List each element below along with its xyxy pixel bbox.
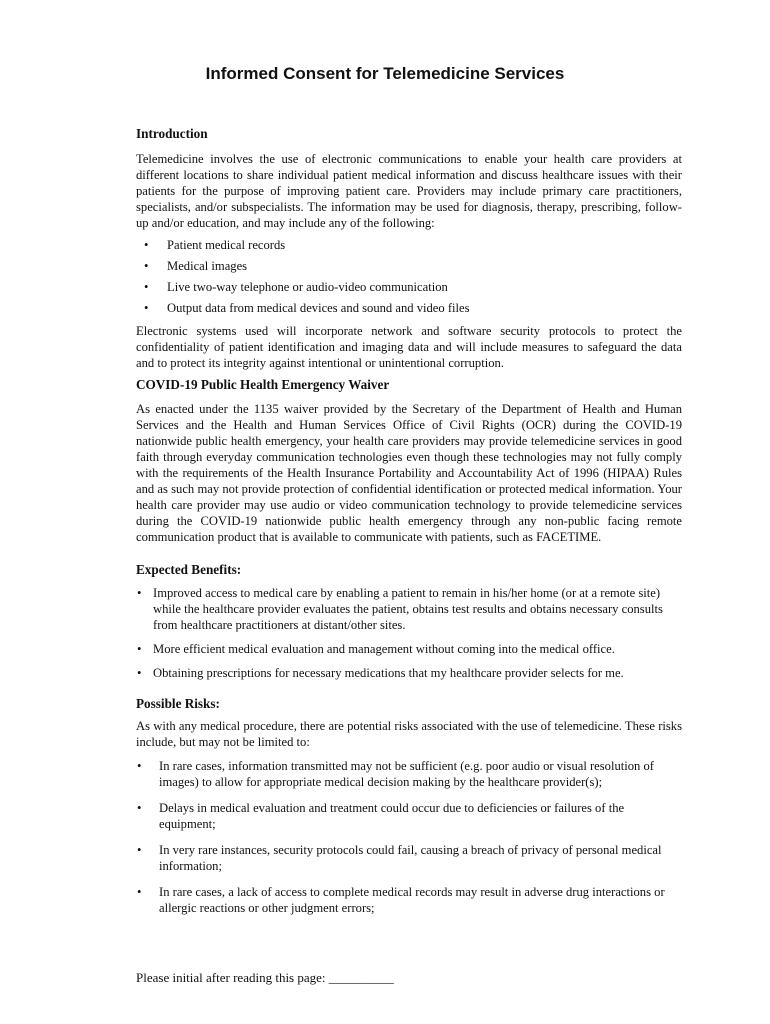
list-item-text: More efficient medical evaluation and management without coming into the medical office. <box>153 642 615 656</box>
benefits-list <box>136 585 682 681</box>
initial-prompt: Please initial after reading this page: __________ <box>136 970 394 985</box>
list-item-text: Output data from medical devices and sound and video files <box>167 301 470 315</box>
security-paragraph: Electronic systems used will incorporate network and software security protocols to protect the confidentiality of patient identification and imaging data and will include measures to safeguard the data and to protect its integrity against intentional or unintentional corruption. <box>136 324 682 370</box>
list-item <box>136 758 682 790</box>
risks-heading: Possible Risks: <box>136 696 220 711</box>
list-item <box>136 256 682 277</box>
bullet-icon: • <box>137 586 142 600</box>
covid-waiver-heading: COVID-19 Public Health Emergency Waiver <box>136 377 390 392</box>
introduction-heading: Introduction <box>136 126 208 141</box>
list-item <box>136 884 682 916</box>
bullet-icon: • <box>137 885 142 899</box>
list-item <box>136 235 682 256</box>
covid-waiver-paragraph: As enacted under the 1135 waiver provided by the Secretary of the Department of Health and Human Services and the Health and Human Services Office of Civil Rights (OCR) during the COVID-19 nationwide public health emergency, your health care providers may provide telemedicine services in good faith through everyday communication technologies even though these technologies may not fully comply with the requirements of the Health Insurance Portability and Accountability Act of 1996 (HIPAA) Rules and as such may not provide protection of confidential identification or protected medical information. Your health care provider may use audio or video communication technology to provide telemedicine services during the COVID-19 nationwide public health emergency through any non-public facing remote communication product that is available to communicate with patients, such as FACETIME. <box>136 402 682 544</box>
bullet-icon: • <box>137 642 142 656</box>
list-item <box>136 298 682 319</box>
list-item <box>136 800 682 832</box>
document-title: Informed Consent for Telemedicine Services <box>205 64 565 83</box>
list-item <box>136 585 682 633</box>
risks-intro: As with any medical procedure, there are potential risks associated with the use of telemedicine. These risks include, but may not be limited to: <box>136 719 682 749</box>
benefits-heading: Expected Benefits: <box>136 562 242 577</box>
bullet-icon: • <box>137 843 142 857</box>
risks-section <box>136 696 682 916</box>
introduction-paragraph: Telemedicine involves the use of electronic communications to enable your health care providers at different locations to share individual patient medical information and discuss healthcare issues with their patients for the purpose of improving patient care. Providers may include primary care practitioners, specialists, and/or subspecialists. The information may be used for diagnosis, therapy, prescribing, follow-up and/or education, and may include any of the following: <box>136 152 682 230</box>
list-item-text: In rare cases, information transmitted may not be sufficient (e.g. poor audio or visual resolution of images) to allow for appropriate medical decision making by the healthcare provider(s); <box>159 759 654 789</box>
list-item-text: Obtaining prescriptions for necessary medications that my healthcare provider selects for me. <box>153 666 624 680</box>
list-item-text: Medical images <box>167 259 248 273</box>
list-item-text: Improved access to medical care by enabling a patient to remain in his/her home (or at a remote site) while the healthcare provider evaluates the patient, obtains test results and obtains necessary consults from healthcare practitioners at distant/other sites. <box>153 586 663 632</box>
bullet-icon: • <box>144 259 149 273</box>
bullet-icon: • <box>137 759 142 773</box>
bullet-icon: • <box>137 666 142 680</box>
list-item-text: Patient medical records <box>167 238 286 252</box>
bullet-icon: • <box>144 238 149 252</box>
list-item-text: In very rare instances, security protocols could fail, causing a breach of privacy of personal medical information; <box>159 843 662 873</box>
benefits-section <box>136 562 682 681</box>
bullet-icon: • <box>137 801 142 815</box>
list-item <box>136 641 682 657</box>
covid-waiver-section <box>136 377 682 545</box>
list-item-text: Live two-way telephone or audio-video communication <box>167 280 448 294</box>
telemedicine-info-list <box>136 235 682 319</box>
bullet-icon: • <box>144 301 149 315</box>
list-item <box>136 665 682 681</box>
introduction-section <box>136 126 682 371</box>
list-item <box>136 277 682 298</box>
risks-list <box>136 758 682 916</box>
document-body <box>136 124 682 926</box>
list-item <box>136 842 682 874</box>
bullet-icon: • <box>144 280 149 294</box>
list-item-text: In rare cases, a lack of access to complete medical records may result in adverse drug interactions or allergic reactions or other judgment errors; <box>159 885 665 915</box>
list-item-text: Delays in medical evaluation and treatment could occur due to deficiencies or failures of the equipment; <box>159 801 625 831</box>
